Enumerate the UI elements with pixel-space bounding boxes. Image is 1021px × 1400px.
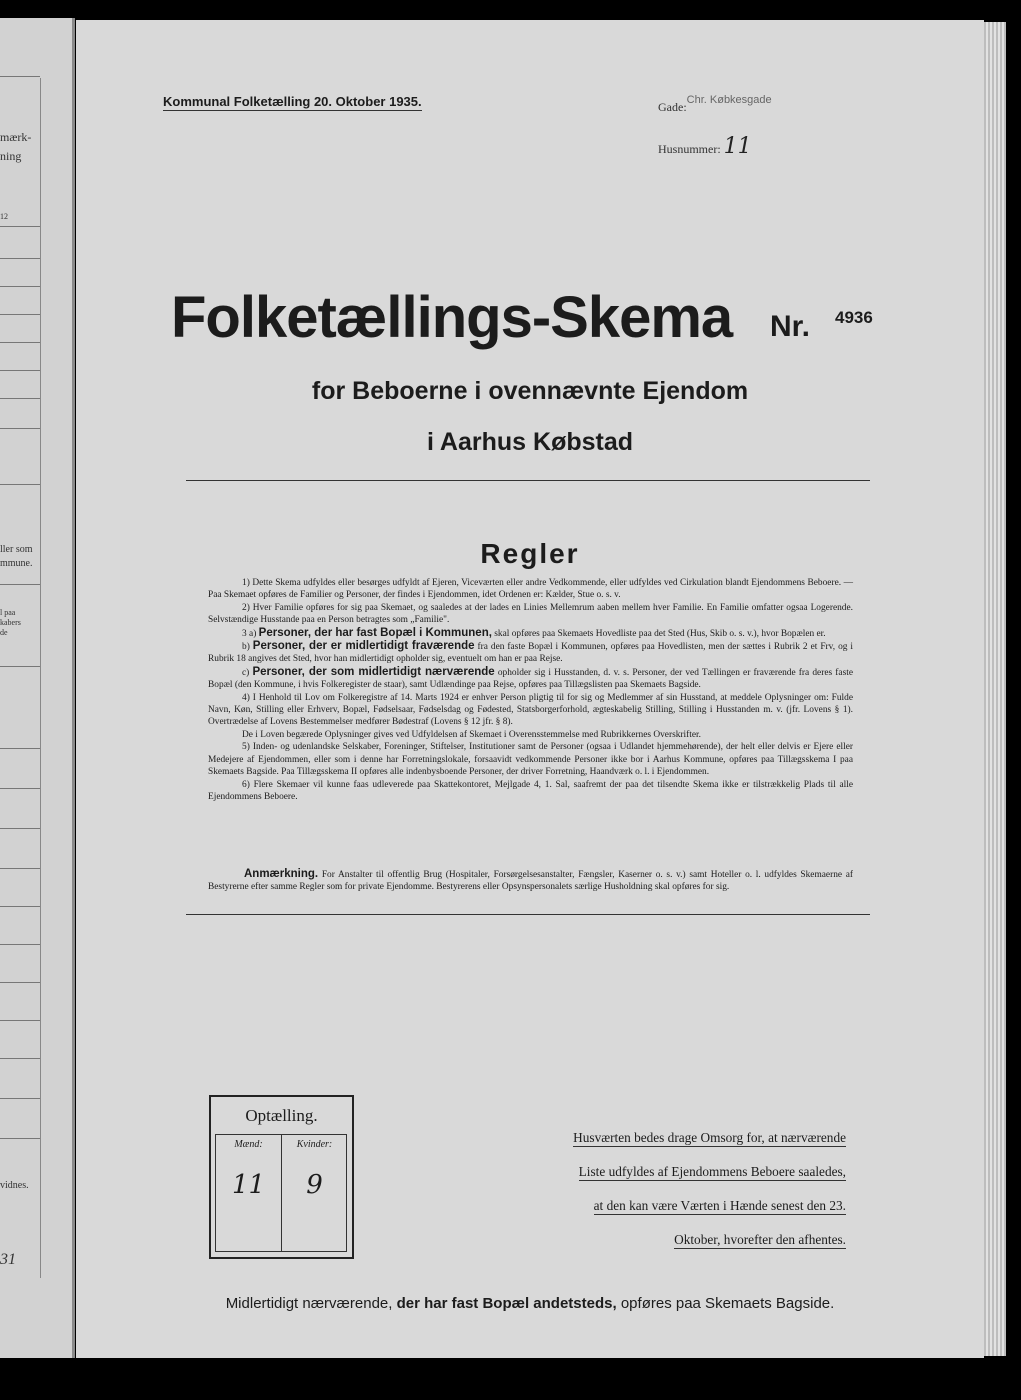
left-rule [0,1058,40,1059]
left-text-vidnes: vidnes. [0,1180,29,1191]
left-page-border [40,78,41,1278]
maend-label: Mænd: [234,1139,263,1150]
left-rule [0,868,40,869]
form-title: Folketællings-Skema [171,285,733,350]
left-text-eller-som: ller som [0,544,33,555]
subtitle-residents: for Beboerne i ovennævnte Ejendom [311,377,749,405]
rules-text [208,577,853,803]
anmaerkning-text: For Anstalter til offentlig Brug (Hospitaler, Forsørgelsesanstalter, Fængsler, Kaserner o. s. v.) samt Hoteller o. l. udfyldes Skemaerne af Bestyrerne efter samme Regler som for private Ejendomme. Bestyrerens eller Opsynspersonalets særlige Husholdning skal opføres for sig. [208,870,854,893]
left-rule [0,1138,40,1139]
left-rule [0,226,40,227]
anmaerkning-heading: Anmærkning. [244,868,319,880]
optaelling-title: Optælling. [245,1106,318,1125]
left-rule [0,314,40,315]
left-rule [0,76,40,77]
footer-part-2: der har fast Bopæl andetsteds, [396,1295,617,1312]
left-text-mmune: mmune. [0,558,33,569]
gade-value: Chr. Købkesgade [686,94,772,106]
left-rule [0,370,40,371]
rule-3b-text: fra den faste Bopæl i Kommunen, opføres paa Hovedlisten, men der sættes i Rubrik 2 et Frv, og i Rubrik 18 angives det Sted, hvor han midlertidigt opholder sig, eventuelt om han er paa Rejse. [208,642,854,665]
optaelling-box [209,1095,354,1259]
optaelling-table [215,1134,347,1252]
notice-line-4: Oktober, hvorefter den afhentes. [674,1232,846,1247]
left-text-skabers: kabers [0,618,21,627]
divider-top [186,480,870,481]
subtitle-town: i Aarhus Købstad [426,428,634,456]
rule-3a: 3 a) Personer, der har fast Bopæl i Kommunen, skal opføres paa Skemaets Hovedliste paa det Sted (Hus, Skib o. s. v.), hvor Bopælen er. [242,626,826,639]
anmaerkning [208,868,853,894]
rule-6: 6) Flere Skemaer vil kunne faas udleverede paa Skattekontoret, Mejlgade 4, 1. Sal, saafremt der paa det tilsendte Skema ikke er tilstrækkelig Plads til alle Ejendommens Beboere. [208,779,853,802]
rule-5: 5) Inden- og udenlandske Selskaber, Foreninger, Stiftelser, Institutioner samt de Personer (ogsaa i Udlandet hjemmehørende), der helt eller delvis er Ejere eller Medejere af Ejendommen, eller som i denne har Forretningslokale, forsaavidt vedkommende Personer ikke bor i Aarhus Kommune, opføres paa Tillægsskema I paa Skemaets Bagside. Paa Tillægsskema II opføres alle indenbysboende Personer, der driver Forretning, Haandværk o. l. i Ejendommen. [208,742,853,778]
kvinder-count: 9 [306,1170,323,1200]
rule-3b: b) Personer, der er midlertidigt fraværende fra den faste Bopæl i Kommunen, opføres paa Hovedlisten, men der sættes i Rubrik 2 et Frv, og i Rubrik 18 angives det Sted, hvor han midlertidigt opholder sig, eventuelt om han er paa Rejse. [208,640,854,665]
nr-label: Nr. [770,310,811,343]
left-rule [0,398,40,399]
left-rule [0,584,40,585]
gade-field [658,94,772,115]
rule-3c: c) Personer, der som midlertidigt nærværende opholder sig i Husstanden, d. v. s. Personer, der ved Tællingen er fraværende fra deres faste Bopæl (den Kommune, i hvis Folkeregister de staar), samt Udlændinge paa Rejse, opføres paa Tillægslisten paa Skemaets Bagside. [208,665,853,691]
left-rule [0,1098,40,1099]
left-page-fragment [0,18,75,1358]
page-edges [984,22,1006,1356]
notice-line-2: Liste udfyldes af Ejendommens Beboere saaledes, [578,1164,846,1179]
left-rule [0,428,40,429]
rule-3c-heading: Personer, der som midlertidigt nærværende [252,665,495,678]
left-rule [0,258,40,259]
left-rule [0,788,40,789]
husnummer-value: 11 [723,134,752,159]
gade-label: Gade: [658,100,687,114]
left-text-ning: ning [0,149,22,163]
left-rule [0,944,40,945]
left-rule [0,748,40,749]
left-text-de: de [0,628,8,637]
left-rule [0,342,40,343]
left-rule [0,1020,40,1021]
schema-number: 4936 [835,308,873,327]
rule-3a-text: skal opføres paa Skemaets Hovedliste paa det Sted (Hus, Skib o. s. v.), hvor Bopælen er. [494,628,826,639]
census-header: Kommunal Folketælling 20. Oktober 1935. [163,94,422,109]
left-rule [0,828,40,829]
left-rule [0,982,40,983]
left-handwritten: 31 [0,1251,16,1268]
left-rule [0,666,40,667]
left-text-paa: l paa [0,608,16,617]
footer-part-1: Midlertidigt nærværende, [225,1295,393,1312]
husnummer-label: Husnummer: [658,142,721,156]
landlord-notice [506,1121,846,1257]
rule-3b-heading: Personer, der er midlertidigt fraværende [252,640,475,653]
rules-heading: Regler [480,538,580,569]
left-rule [0,484,40,485]
footer-part-3: opføres paa Skemaets Bagside. [620,1295,835,1312]
rule-4b: De i Loven begærede Oplysninger gives ved Udfyldelsen af Skemaet i Overensstemmelse med Rubrikkernes Overskrifter. [242,729,701,740]
left-text-merk: mærk- [0,130,32,144]
notice-line-1: Husværten bedes drage Omsorg for, at nærværende [573,1130,846,1145]
rule-4: 4) I Henhold til Lov om Folkeregistre af 14. Marts 1924 er enhver Person pligtig til for sig og Medlemmer af sin Husstand, at meddele Oplysninger om: Fulde Navn, Køn, Stilling eller Erhverv, Bopæl, Fødselsaar, Fødselsdag og Fødested, Statsborgerforhold, ægteskabelig Stilling, Stilling i Husstanden m. v. (jfr. Lovens § 1). Overtrædelse af Lovens Bestemmelser medfører Bødestraf (Lovens § 12 jfr. § 8). [208,692,853,728]
kvinder-label: Kvinder: [296,1139,333,1150]
census-form-page [76,20,984,1358]
kvinder-column [281,1135,347,1251]
maend-column [216,1135,281,1251]
left-rule [0,906,40,907]
husnummer-field [658,134,752,159]
rule-3a-heading: Personer, der har fast Bopæl i Kommunen, [258,626,492,639]
rule-2: 2) Hver Familie opføres for sig paa Skemaet, og saaledes at der lades en Linies Mellemrum aaben mellem hver Familie. En Familie omfatter ogsaa Logerende. Selvstændige Husstande paa en Person betragtes som „Familie". [208,602,853,626]
rule-1: 1) Dette Skema udfyldes eller besørges udfyldt af Ejeren, Viceværten eller andre Vedkommende, eller udfyldes ved Cirkulation blandt Ejendommens Beboere. — Paa Skemaet opføres de Familier og Personer, der findes i Ejendommen, idet Ordenen er: Kælder, Stue o. s. v. [208,578,853,601]
rule-3c-text: opholder sig i Husstanden, d. v. s. Personer, der ved Tællingen er fraværende fra deres faste Bopæl (den Kommune, i hvis Folkeregister de staar), samt Udlændinge paa Rejse, opføres paa Tillægslisten paa Skemaets Bagside. [208,667,853,691]
left-text-12: 12 [0,212,8,221]
notice-line-3: at den kan være Værten i Hænde senest den 23. [593,1198,846,1213]
footer-note [76,1295,984,1312]
left-rule [0,286,40,287]
divider-bottom [186,914,870,915]
maend-count: 11 [231,1170,266,1200]
